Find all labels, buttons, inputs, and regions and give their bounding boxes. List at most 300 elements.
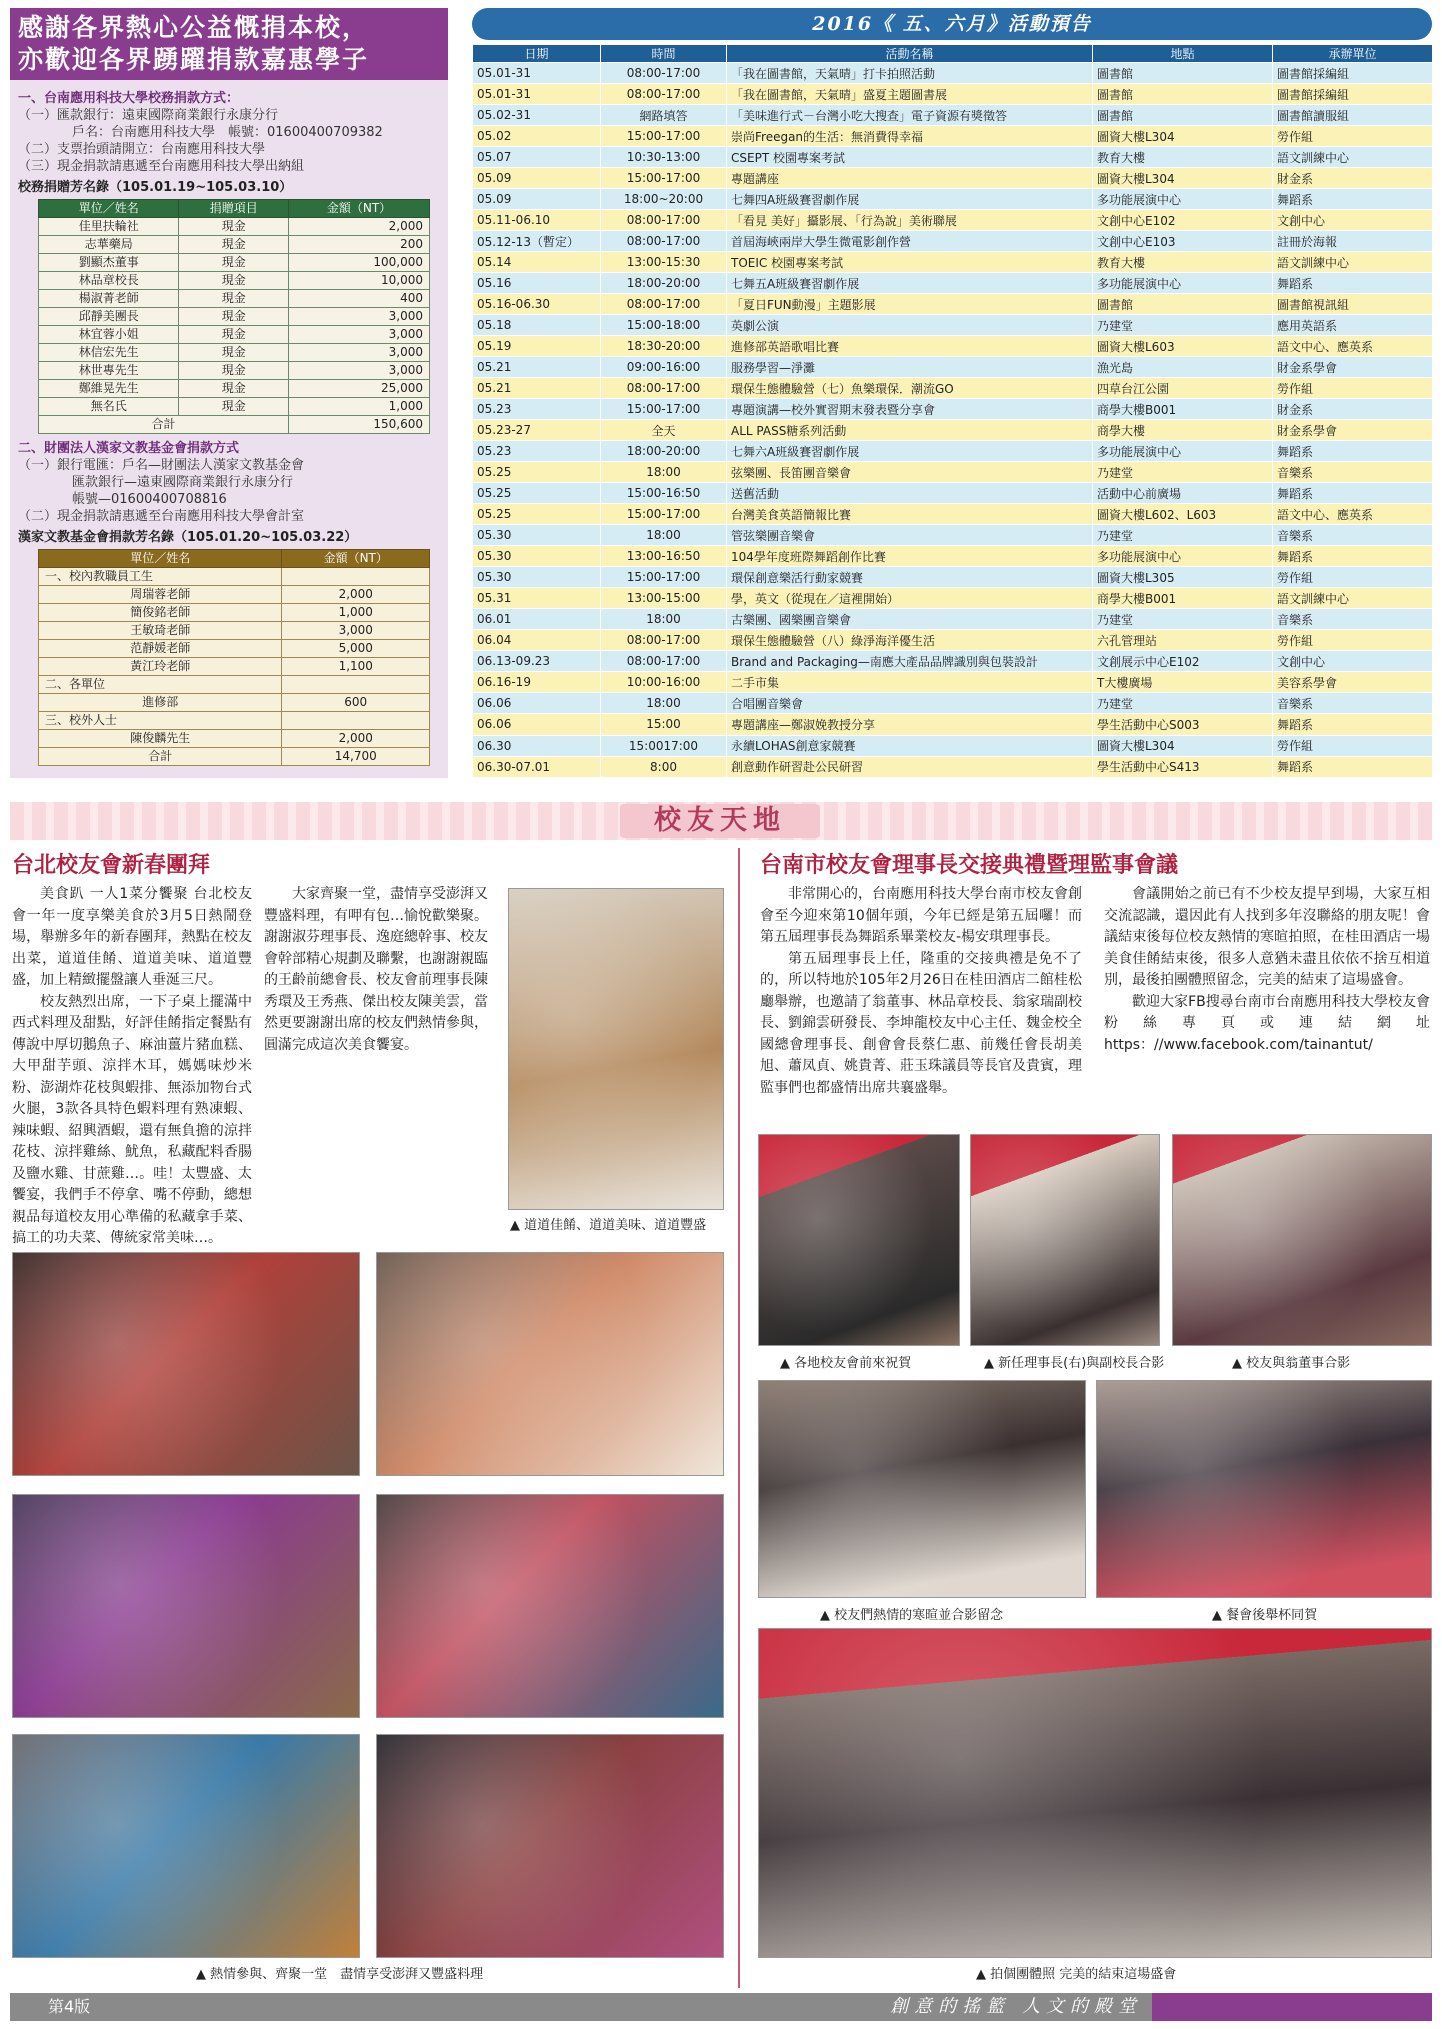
schedule-cell: 06.06 [473, 693, 601, 714]
schedule-cell: 語文訓練中心 [1273, 588, 1433, 609]
donation-line: （二）現金捐款請惠遞至台南應用科技大學會計室 [18, 509, 305, 524]
schedule-header: 地點 [1093, 45, 1273, 63]
schedule-cell: 05.30 [473, 525, 601, 546]
schedule-cell: 08:00-17:00 [601, 630, 727, 651]
schedule-cell: 音樂系 [1273, 693, 1433, 714]
schedule-cell: 文創展示中心E102 [1093, 651, 1273, 672]
schedule-row [473, 714, 1433, 735]
schedule-cell: 七舞四A班級賽習劇作展 [727, 189, 1093, 210]
schedule-row [473, 672, 1433, 693]
schedule-cell: 環保創意樂活行動家競賽 [727, 567, 1093, 588]
photo-caption: ▲ 校友們熱情的寒暄並合影留念 [820, 1608, 1004, 1623]
schedule-cell: ALL PASS糖系列活動 [727, 420, 1093, 441]
schedule-cell: 06.06 [473, 714, 601, 735]
donation-banner-line2: 亦歡迎各界踴躍捐款嘉惠學子 [18, 45, 370, 74]
schedule-cell: 圖資大樓L602、L603 [1093, 504, 1273, 525]
alumni-group-photo [376, 1494, 724, 1718]
schedule-cell: 10:00-16:00 [601, 672, 727, 693]
schedule-cell: 財金系 [1273, 168, 1433, 189]
schedule-cell: 文創中心E102 [1093, 210, 1273, 231]
article2-paragraph: 非常開心的，台南應用科技大學台南市校友會創會至今迎來第10個年頭，今年已經是第五屆囉！而第五屆理事長為舞蹈系畢業校友-楊安琪理事長。 [760, 886, 1082, 945]
schedule-cell: 05.14 [473, 252, 601, 273]
schedule-cell: 六孔管理站 [1093, 630, 1273, 651]
activity-schedule [472, 8, 1432, 778]
table-cell: 黃江玲老師 [39, 658, 282, 676]
table-row [39, 398, 430, 416]
ceremony-photo [970, 1134, 1160, 1346]
donation-banner [10, 8, 448, 80]
schedule-header: 承辦單位 [1273, 45, 1433, 63]
donation-line: 匯款銀行—遠東國際商業銀行永康分行 [72, 475, 294, 490]
schedule-cell: 18:00-20:00 [601, 441, 727, 462]
schedule-cell: 15:00-17:00 [601, 126, 727, 147]
table-cell: 現金 [179, 380, 289, 398]
schedule-row [473, 357, 1433, 378]
schedule-cell: 8:00 [601, 756, 727, 777]
schedule-cell: 18:00~20:00 [601, 189, 727, 210]
schedule-cell: 圖書館 [1093, 63, 1273, 84]
schedule-cell: 語文中心、應英系 [1273, 504, 1433, 525]
table-row [39, 272, 430, 290]
table-cell: 現金 [179, 398, 289, 416]
schedule-cell: 13:00-15:00 [601, 588, 727, 609]
schedule-cell: 「美味進行式－台灣小吃大搜查」電子資源有獎徵答 [727, 105, 1093, 126]
table-cell: 現金 [179, 344, 289, 362]
schedule-cell: 05.25 [473, 462, 601, 483]
schedule-cell: Brand and Packaging—南應大產品品牌識別與包裝設計 [727, 651, 1093, 672]
schedule-row [473, 462, 1433, 483]
table-cell: 一、校內教職員工生 [39, 568, 282, 586]
article1-paragraph: 大家齊聚一堂，盡情享受澎湃又豐盛料理，有呷有包…愉悅歡樂聚。謝謝淑芬理事長、逸庭總幹事、校友會幹部精心規劃及聯繫，也謝謝親臨的王齡前總會長、校友會前理事長陳秀環及王秀燕、傑出校友陳美雲，當然更要謝謝出席的校友們熱情參與，圓滿完成這次美食饗宴。 [264, 886, 488, 1053]
schedule-row [473, 189, 1433, 210]
schedule-header: 時間 [601, 45, 727, 63]
footer-tab [1152, 1993, 1432, 2021]
schedule-cell: 08:00-17:00 [601, 378, 727, 399]
table-total-value: 150,600 [289, 416, 430, 434]
schedule-cell: 18:00 [601, 609, 727, 630]
schedule-cell: 05.09 [473, 168, 601, 189]
schedule-cell: 商學大樓B001 [1093, 588, 1273, 609]
schedule-row [473, 63, 1433, 84]
schedule-cell: 商學大樓 [1093, 420, 1273, 441]
photo-caption: ▲ 餐會後舉杯同賀 [1212, 1608, 1318, 1623]
schedule-cell: 圖書館 [1093, 294, 1273, 315]
schedule-cell: 18:00 [601, 462, 727, 483]
schedule-cell: 圖資大樓L603 [1093, 336, 1273, 357]
schedule-cell: 多功能展演中心 [1093, 441, 1273, 462]
schedule-cell: 學，英文（從現在／這裡開始） [727, 588, 1093, 609]
schedule-cell: 全天 [601, 420, 727, 441]
schedule-row [473, 546, 1433, 567]
schedule-cell: CSEPT 校園專案考試 [727, 147, 1093, 168]
schedule-cell: 七舞六A班級賽習劇作展 [727, 441, 1093, 462]
schedule-cell: 舞蹈系 [1273, 273, 1433, 294]
schedule-cell: 08:00-17:00 [601, 294, 727, 315]
schedule-cell: 乃建堂 [1093, 609, 1273, 630]
table-row [39, 362, 430, 380]
table-cell: 1,100 [282, 658, 430, 676]
donation-table2 [38, 549, 430, 766]
schedule-row [473, 399, 1433, 420]
schedule-cell: 舞蹈系 [1273, 189, 1433, 210]
schedule-cell: 圖書館視訊組 [1273, 294, 1433, 315]
table-header: 單位／姓名 [39, 200, 179, 218]
photo-caption: ▲ 校友與翁董事合影 [1232, 1356, 1351, 1371]
table-cell: 3,000 [282, 622, 430, 640]
photo-caption: ▲ 拍個團體照 完美的結束這場盛會 [976, 1967, 1177, 1982]
table-cell: 25,000 [289, 380, 430, 398]
schedule-row [473, 336, 1433, 357]
table-header: 金額（NT） [282, 550, 430, 568]
donation-table2-name: 漢家文教基金會捐款芳名錄（105.01.20~105.03.22） [18, 530, 358, 545]
table-cell [282, 712, 430, 730]
schedule-cell: 05.30 [473, 567, 601, 588]
schedule-cell: 崇尚Freegan的生活：無消費得幸福 [727, 126, 1093, 147]
food-photo [508, 888, 724, 1210]
schedule-cell: 舞蹈系 [1273, 483, 1433, 504]
schedule-cell: 15:00 [601, 714, 727, 735]
table-cell: 劉顯杰董事 [39, 254, 179, 272]
schedule-cell: 勞作組 [1273, 735, 1433, 756]
table-row [39, 586, 430, 604]
schedule-title: 2016《 五、六月》活動預告 [472, 8, 1432, 40]
table-row [39, 290, 430, 308]
schedule-cell: 勞作組 [1273, 126, 1433, 147]
schedule-row [473, 252, 1433, 273]
schedule-cell: 15:00-16:50 [601, 483, 727, 504]
table-header: 金額（NT） [289, 200, 430, 218]
schedule-cell: T大樓廣場 [1093, 672, 1273, 693]
schedule-row [473, 693, 1433, 714]
schedule-cell: 15:00-17:00 [601, 168, 727, 189]
schedule-cell: 舞蹈系 [1273, 714, 1433, 735]
ceremony-photo [1096, 1380, 1432, 1598]
schedule-cell: 二手市集 [727, 672, 1093, 693]
schedule-cell: 06.30-07.01 [473, 756, 601, 777]
schedule-cell: 05.21 [473, 357, 601, 378]
table-total-row [39, 416, 430, 434]
schedule-cell: 06.16-19 [473, 672, 601, 693]
donation-table1 [38, 199, 430, 434]
table-row [39, 658, 430, 676]
table-cell [282, 568, 430, 586]
schedule-cell: 專題講座 [727, 168, 1093, 189]
schedule-row [473, 168, 1433, 189]
table-cell: 現金 [179, 326, 289, 344]
table-row [39, 218, 430, 236]
schedule-cell: 音樂系 [1273, 462, 1433, 483]
schedule-cell: 弦樂團、長笛團音樂會 [727, 462, 1093, 483]
table-cell: 合計 [39, 748, 282, 766]
schedule-cell: 06.13-09.23 [473, 651, 601, 672]
table-row [39, 344, 430, 362]
donation-table1-name: 校務捐贈芳名錄（105.01.19~105.03.10） [18, 180, 293, 195]
schedule-cell: 「看見 美好」攝影展、「行為說」美術聯展 [727, 210, 1093, 231]
schedule-cell: 勞作組 [1273, 378, 1433, 399]
schedule-row [473, 126, 1433, 147]
schedule-row [473, 84, 1433, 105]
table-total-label: 合計 [39, 416, 289, 434]
schedule-cell: 08:00-17:00 [601, 84, 727, 105]
schedule-cell: 語文訓練中心 [1273, 147, 1433, 168]
schedule-cell: 13:00-15:30 [601, 252, 727, 273]
schedule-cell: 「我在圖書館，天氣晴」打卡拍照活動 [727, 63, 1093, 84]
schedule-cell: 圖資大樓L304 [1093, 126, 1273, 147]
page-number: 第4版 [48, 1997, 91, 2016]
article1-paragraph: 美食趴 一人1菜分饗聚 台北校友會一年一度享樂美食於3月5日熱鬧登場，舉辦多年的新春團拜，熱點在校友出菜，道道佳餚、道道美味、道道豐盛，加上精緻擺盤讓人垂涎三尺。 [12, 886, 252, 988]
schedule-cell: 05.12-13（暫定） [473, 231, 601, 252]
schedule-cell: 文創中心E103 [1093, 231, 1273, 252]
alumni-group-photo [12, 1494, 360, 1718]
alumni-group-photo [376, 1252, 724, 1476]
footer-slogan: 創意的搖籃 人文的殿堂 [890, 1996, 1142, 2017]
schedule-row [473, 567, 1433, 588]
schedule-cell: 舞蹈系 [1273, 441, 1433, 462]
schedule-cell: 台灣美食英語簡報比賽 [727, 504, 1093, 525]
schedule-cell: 活動中心前廣場 [1093, 483, 1273, 504]
schedule-cell: 「我在圖書館，天氣晴」盛夏主題圖書展 [727, 84, 1093, 105]
article1-title: 台北校友會新春團拜 [12, 853, 211, 878]
table-cell: 林宜蓉小姐 [39, 326, 179, 344]
schedule-cell: 05.23-27 [473, 420, 601, 441]
schedule-cell: 乃建堂 [1093, 315, 1273, 336]
schedule-cell: 08:00-17:00 [601, 651, 727, 672]
donation-panel [10, 8, 448, 778]
table-cell [282, 676, 430, 694]
schedule-cell: 09:00-16:00 [601, 357, 727, 378]
schedule-cell: 05.02 [473, 126, 601, 147]
column-divider [738, 848, 740, 1988]
table-row [39, 712, 430, 730]
table-row [39, 676, 430, 694]
schedule-cell: 創意動作研習赴公民研習 [727, 756, 1093, 777]
page-footer [10, 1993, 1432, 2021]
table-cell: 現金 [179, 218, 289, 236]
schedule-row [473, 273, 1433, 294]
schedule-cell: 音樂系 [1273, 609, 1433, 630]
schedule-cell: 08:00-17:00 [601, 210, 727, 231]
donation-line: （一）匯款銀行：遠東國際商業銀行永康分行 [18, 108, 279, 123]
schedule-cell: 註冊於海報 [1273, 231, 1433, 252]
group-photo-large [758, 1628, 1432, 1958]
schedule-row [473, 588, 1433, 609]
table-header: 單位／姓名 [39, 550, 282, 568]
schedule-cell: 圖書館採編組 [1273, 84, 1433, 105]
ceremony-photo [1172, 1134, 1432, 1346]
schedule-header: 活動名稱 [727, 45, 1093, 63]
table-cell: 3,000 [289, 362, 430, 380]
table-cell: 10,000 [289, 272, 430, 290]
ceremony-photo [758, 1380, 1086, 1598]
donation-line: （三）現金捐款請惠遞至台南應用科技大學出納組 [18, 159, 305, 174]
schedule-cell: 05.11-06.10 [473, 210, 601, 231]
schedule-cell: 05.19 [473, 336, 601, 357]
schedule-cell: 多功能展演中心 [1093, 546, 1273, 567]
alumni-group-photo [12, 1734, 360, 1958]
schedule-cell: 圖資大樓L305 [1093, 567, 1273, 588]
schedule-cell: 05.18 [473, 315, 601, 336]
donation-line: 戶名：台南應用科技大學 帳號：01600400709382 [72, 125, 383, 140]
schedule-cell: 網路填答 [601, 105, 727, 126]
schedule-cell: 18:00-20:00 [601, 273, 727, 294]
table-cell: 3,000 [289, 326, 430, 344]
donation-line: （一）銀行電匯：戶名—財團法人漢家文教基金會 [18, 458, 305, 473]
schedule-cell: 專題演講—校外實習期末發表暨分享會 [727, 399, 1093, 420]
table-cell: 志華藥局 [39, 236, 179, 254]
table-cell: 王敏琦老師 [39, 622, 282, 640]
schedule-row [473, 378, 1433, 399]
table-cell: 鄭維晃先生 [39, 380, 179, 398]
schedule-cell: 05.25 [473, 504, 601, 525]
schedule-cell: 財金系 [1273, 399, 1433, 420]
schedule-cell: 學生活動中心S003 [1093, 714, 1273, 735]
ceremony-photo [758, 1134, 960, 1346]
table-row [39, 254, 430, 272]
table-cell: 14,700 [282, 748, 430, 766]
table-cell: 二、各單位 [39, 676, 282, 694]
table-cell: 林品章校長 [39, 272, 179, 290]
table-cell: 3,000 [289, 344, 430, 362]
schedule-cell: 語文訓練中心 [1273, 252, 1433, 273]
article2-paragraph: 第五屆理事長上任，隆重的交接典禮是免不了的，所以特地於105年2月26日在桂田酒店二館桂松廳舉辦，也邀請了翁董事、林品章校長、翁家瑞副校長、劉錦雲研發長、李坤龍校友中心主任、魏金校全國總會理事長、創會會長蔡仁惠、前幾任會長胡美旭、蕭凤貞、姚貴菁、莊玉珠議員等長官及貴賓，理監事們也都盛情出席共襄盛舉。 [760, 950, 1082, 1096]
schedule-row [473, 735, 1433, 756]
schedule-cell: 05.16-06.30 [473, 294, 601, 315]
schedule-cell: 06.04 [473, 630, 601, 651]
schedule-cell: 08:00-17:00 [601, 231, 727, 252]
schedule-cell: 勞作組 [1273, 567, 1433, 588]
table-cell: 現金 [179, 254, 289, 272]
table-cell: 1,000 [289, 398, 430, 416]
donation-line: 帳號—01600400708816 [72, 492, 227, 507]
photo-caption: ▲ 熱情參與、齊聚一堂 盡情享受澎湃又豐盛料理 [196, 1967, 484, 1982]
schedule-cell: 15:00-17:00 [601, 504, 727, 525]
schedule-header: 日期 [473, 45, 601, 63]
table-cell: 400 [289, 290, 430, 308]
schedule-cell: 05.02-31 [473, 105, 601, 126]
schedule-cell: 文創中心 [1273, 651, 1433, 672]
schedule-cell: 教育大樓 [1093, 147, 1273, 168]
schedule-cell: 圖書館 [1093, 84, 1273, 105]
table-cell: 2,000 [289, 218, 430, 236]
schedule-row [473, 630, 1433, 651]
table-cell: 簡俊銘老師 [39, 604, 282, 622]
schedule-cell: 乃建堂 [1093, 525, 1273, 546]
schedule-cell: 圖資大樓L304 [1093, 735, 1273, 756]
schedule-cell: 七舞五A班級賽習劇作展 [727, 273, 1093, 294]
table-cell: 佳里扶輪社 [39, 218, 179, 236]
table-row [39, 694, 430, 712]
schedule-cell: 環保生態體驗營（七）魚樂環保．潮流GO [727, 378, 1093, 399]
schedule-cell: 環保生態體驗營（八）綠淨海洋優生活 [727, 630, 1093, 651]
schedule-cell: 圖書館 [1093, 105, 1273, 126]
schedule-row [473, 315, 1433, 336]
schedule-cell: 財金系學會 [1273, 420, 1433, 441]
table-row [39, 326, 430, 344]
schedule-cell: 學生活動中心S413 [1093, 756, 1273, 777]
schedule-row [473, 441, 1433, 462]
table-row [39, 604, 430, 622]
schedule-cell: 舞蹈系 [1273, 756, 1433, 777]
schedule-cell: 乃建堂 [1093, 693, 1273, 714]
schedule-row [473, 756, 1433, 777]
schedule-cell: 進修部英語歌唱比賽 [727, 336, 1093, 357]
table-cell: 2,000 [282, 730, 430, 748]
table-row [39, 622, 430, 640]
table-cell: 周瑞蓉老師 [39, 586, 282, 604]
article2-paragraph: 會議開始之前已有不少校友提早到場，大家互相交流認識，還因此有人找到多年沒聯絡的朋友呢！會議結束後每位校友熱情的寒暄拍照，在桂田酒店一場美食佳餚結束後，很多人意猶未盡且依依不捨互相道別，最後拍團體照留念，完美的結束了這場盛會。 [1104, 886, 1430, 988]
article1-paragraph: 校友熱烈出席，一下子桌上擺滿中西式料理及甜點，好評佳餚指定餐點有傳說中厚切鵝魚子、麻油薑片豬血糕、大甲甜芋頭、涼拌木耳，媽媽味炒米粉、澎湖炸花枝與蝦排、無添加物台式火腿，3款各具特色蝦料理有熟凍蝦、辣味蝦、紹興酒蝦，還有無負擔的涼拌花枝、涼拌雞絲、魷魚，私藏配料香腸及鹽水雞、甘蔗雞…。哇！太豐盛、太饗宴，我們手不停拿、嘴不停動，總想親品每道校友用心準備的私藏拿手菜、搞工的功夫菜、傳統家常美味…。 [12, 993, 252, 1246]
schedule-cell: 05.25 [473, 483, 601, 504]
schedule-cell: 舞蹈系 [1273, 546, 1433, 567]
schedule-cell: 送舊活動 [727, 483, 1093, 504]
schedule-cell: 圖書館讀服組 [1273, 105, 1433, 126]
table-cell: 600 [282, 694, 430, 712]
schedule-cell: TOEIC 校園專案考試 [727, 252, 1093, 273]
schedule-row [473, 420, 1433, 441]
donation-banner-line1: 感謝各界熱心公益慨捐本校， [18, 13, 370, 42]
schedule-cell: 05.16 [473, 273, 601, 294]
table-cell: 現金 [179, 236, 289, 254]
donation-section1-title: 一、台南應用科技大學校務捐款方式： [18, 91, 240, 106]
schedule-cell: 18:00 [601, 525, 727, 546]
schedule-cell: 05.09 [473, 189, 601, 210]
schedule-row [473, 105, 1433, 126]
schedule-cell: 多功能展演中心 [1093, 189, 1273, 210]
table-cell: 1,000 [282, 604, 430, 622]
schedule-row [473, 651, 1433, 672]
schedule-cell: 教育大樓 [1093, 252, 1273, 273]
article1-col2 [264, 884, 488, 1056]
table-row [39, 640, 430, 658]
schedule-cell: 圖資大樓L304 [1093, 168, 1273, 189]
schedule-cell: 多功能展演中心 [1093, 273, 1273, 294]
schedule-cell: 05.30 [473, 546, 601, 567]
schedule-row [473, 525, 1433, 546]
schedule-cell: 05.07 [473, 147, 601, 168]
table-cell: 100,000 [289, 254, 430, 272]
schedule-cell: 15:0017:00 [601, 735, 727, 756]
schedule-cell: 18:00 [601, 693, 727, 714]
schedule-cell: 06.30 [473, 735, 601, 756]
schedule-row [473, 609, 1433, 630]
schedule-cell: 05.01-31 [473, 84, 601, 105]
schedule-cell: 05.23 [473, 399, 601, 420]
schedule-cell: 05.21 [473, 378, 601, 399]
table-cell: 邱靜美團長 [39, 308, 179, 326]
schedule-cell: 首屆海峽兩岸大學生微電影創作營 [727, 231, 1093, 252]
schedule-cell: 古樂團、國樂團音樂會 [727, 609, 1093, 630]
schedule-cell: 商學大樓B001 [1093, 399, 1273, 420]
schedule-cell: 18:30-20:00 [601, 336, 727, 357]
article2-paragraph: 歡迎大家FB搜尋台南市台南應用科技大學校友會粉絲專頁或連結網址https：//www.facebook.com/tainantut/ [1104, 993, 1430, 1053]
table-row [39, 730, 430, 748]
donation-line: （二）支票抬頭請開立：台南應用科技大學 [18, 142, 266, 157]
schedule-cell: 文創中心 [1273, 210, 1433, 231]
schedule-cell: 15:00-18:00 [601, 315, 727, 336]
donation-section2-title: 二、財團法人漢家文教基金會捐款方式 [18, 441, 240, 456]
table-cell: 現金 [179, 272, 289, 290]
schedule-cell: 英劇公演 [727, 315, 1093, 336]
schedule-cell: 06.01 [473, 609, 601, 630]
table-cell: 林信宏先生 [39, 344, 179, 362]
table-cell: 進修部 [39, 694, 282, 712]
photo-caption: ▲ 各地校友會前來祝賀 [780, 1356, 912, 1371]
article2-col1 [760, 884, 1082, 1121]
article2-title: 台南市校友會理事長交接典禮暨理監事會議 [760, 853, 1179, 878]
schedule-row [473, 210, 1433, 231]
schedule-cell: 乃建堂 [1093, 462, 1273, 483]
schedule-cell: 05.31 [473, 588, 601, 609]
